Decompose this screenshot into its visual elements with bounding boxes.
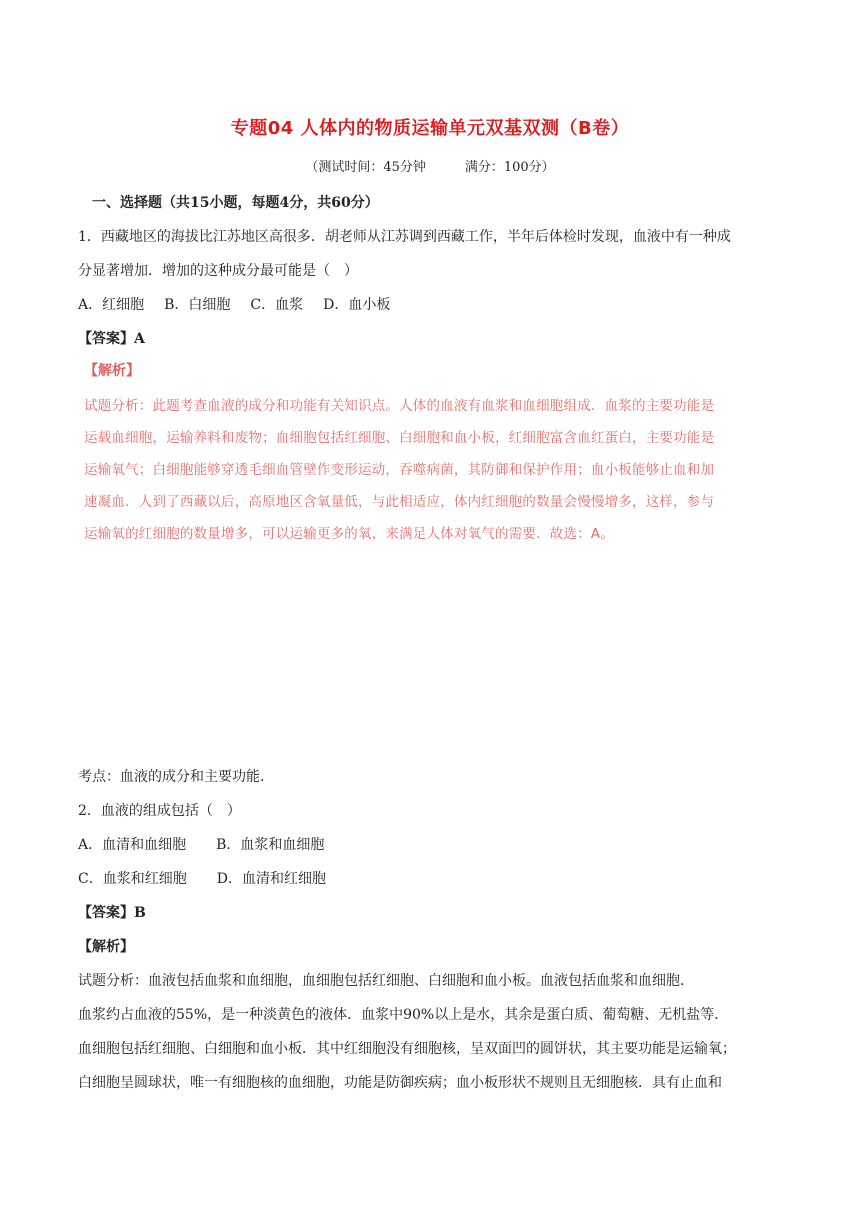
q1-text-line2: 分显著增加．增加的这种成分最可能是（ ）	[78, 263, 358, 279]
q1-analysis-line: 运载血细胞，运输养料和废物；血细胞包括红细胞、白细胞和血小板，红细胞富含血红蛋白，主要功能是	[84, 430, 715, 446]
q1-option-b: B．白细胞	[164, 297, 231, 313]
section-heading: 一、选择题（共15小题，每题4分，共60分）	[92, 195, 379, 211]
q1-analysis-line: 运输氧气；白细胞能够穿透毛细血管壁作变形运动，吞噬病菌，其防御和保护作用；血小板能够止血和加	[84, 462, 715, 478]
q2-analysis-line: 血细胞包括红细胞、白细胞和血小板．其中红细胞没有细胞核，呈双面凹的圆饼状，其主要功能是运输氧；	[78, 1041, 736, 1057]
q1-analysis-heading: 【解析】	[84, 363, 140, 379]
q2-answer: 【答案】B	[78, 905, 146, 921]
page-title: 专题04 人体内的物质运输单元双基双测（B卷）	[230, 118, 630, 139]
q1-option-a: A．红细胞	[78, 297, 145, 313]
q2-option-a: A．血清和血细胞	[78, 837, 187, 853]
q2-analysis-heading: 【解析】	[78, 939, 134, 955]
q2-options-row2	[78, 868, 346, 888]
q1-option-c: C．血浆	[250, 297, 304, 313]
q1-analysis-line: 试题分析：此题考查血液的成分和功能有关知识点。人体的血液有血浆和血细胞组成．血浆的主要功能是	[84, 398, 715, 414]
q2-text-line1: 2．血液的组成包括（ ）	[78, 803, 241, 819]
q1-kaodian: 考点：血液的成分和主要功能．	[78, 769, 274, 785]
q2-analysis-line: 试题分析：血液包括血浆和血细胞，血细胞包括红细胞、白细胞和血小板。血液包括血浆和血细胞．	[78, 973, 694, 989]
q1-analysis-line: 运输氧的红细胞的数量增多，可以运输更多的氧，来满足人体对氧气的需要．故选：A。	[84, 526, 615, 542]
q2-option-b: B．血浆和血细胞	[216, 837, 325, 853]
q2-analysis-line: 白细胞呈圆球状，唯一有细胞核的血细胞，功能是防御疾病；血小板形状不规则且无细胞核．具有止血和	[78, 1075, 722, 1091]
q1-analysis-line: 速凝血．人到了西藏以后，高原地区含氧量低，与此相适应，体内红细胞的数量会慢慢增多，这样，参与	[84, 494, 715, 510]
q1-answer: 【答案】A	[78, 331, 145, 347]
q1-text-line1: 1．西藏地区的海拔比江苏地区高很多．胡老师从江苏调到西藏工作，半年后体检时发现，血液中有一种成	[78, 229, 731, 245]
q2-option-d: D．血清和红细胞	[216, 871, 326, 887]
q2-options-row1	[78, 834, 344, 854]
q2-analysis-line: 血浆约占血液的55%，是一种淡黄色的液体．血浆中90%以上是水，其余是蛋白质、葡萄糖、无机盐等．	[78, 1007, 729, 1023]
q2-option-c: C．血浆和红细胞	[78, 871, 187, 887]
q1-option-d: D．血小板	[323, 297, 391, 313]
page-subtitle: （测试时间：45分钟 满分：100分）	[305, 160, 555, 175]
q1-options	[78, 294, 410, 314]
